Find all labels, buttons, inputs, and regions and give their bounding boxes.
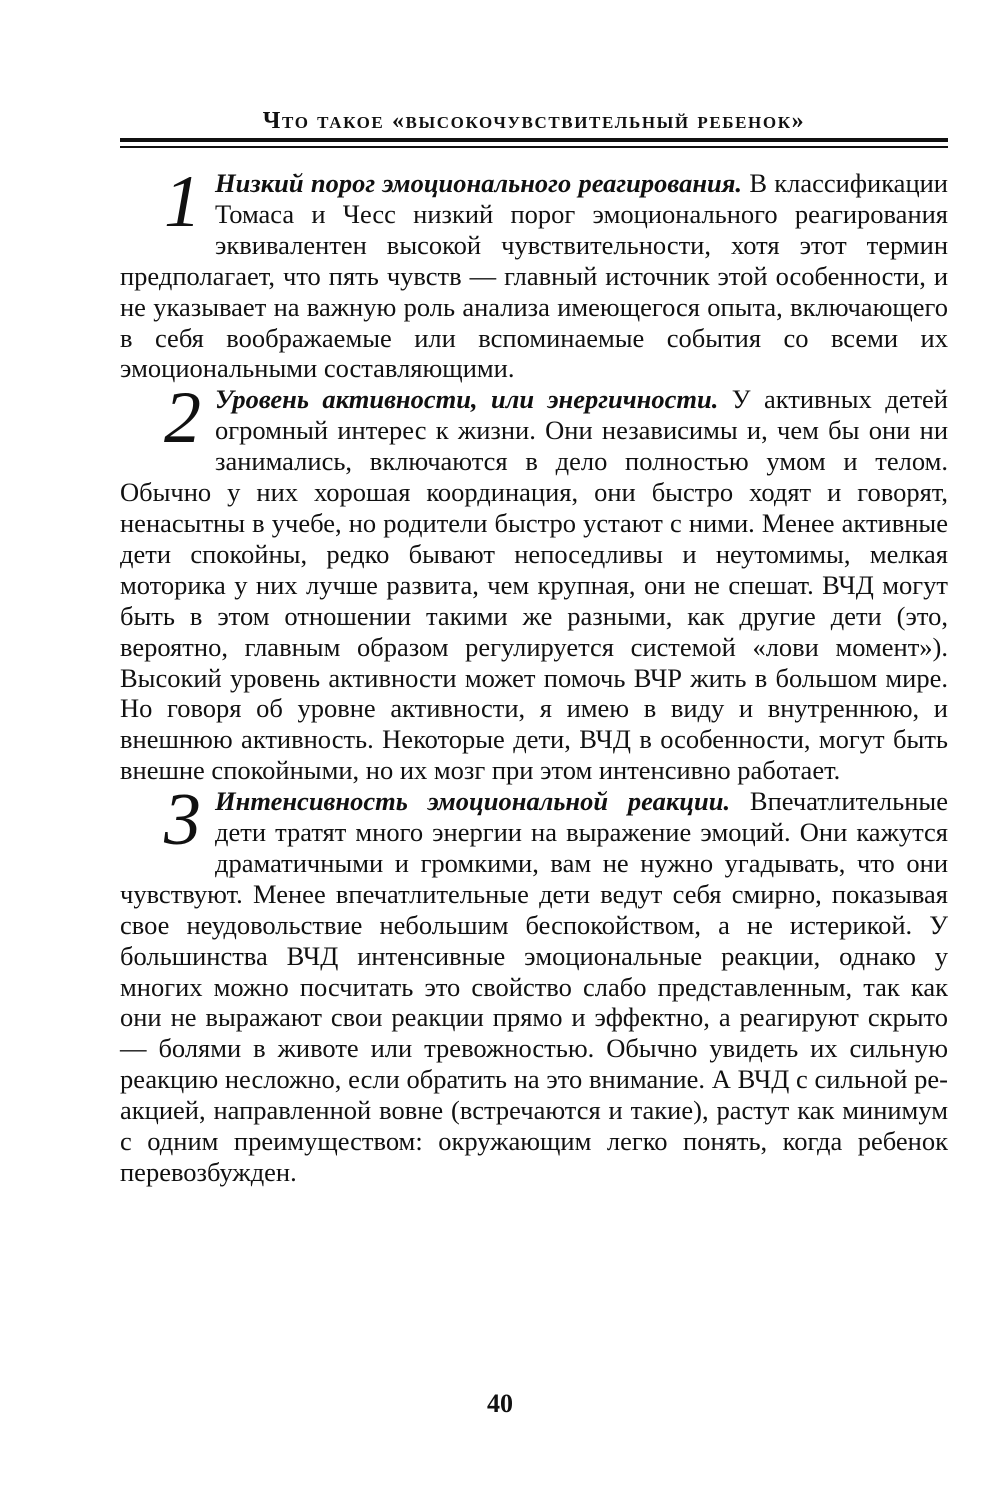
- item-1-text: В классификации Томаса и Чесс низкий порог эмоционального реагирования эквивалентен высокой чувствительности, хотя этот термин предполагает, что пять чувств — главный источник этой особенности, и не указывает на важную роль анализа имеющегося опыта, включающего в себя воображаемые или вспоминаемые события со всеми их эмоциональными составляющими.: [120, 168, 948, 384]
- item-1-paragraph: [120, 161, 948, 384]
- item-2-lead: Уровень активности, или энергичности.: [215, 384, 719, 415]
- header-rule-thin: [120, 146, 948, 148]
- page-number: 40: [487, 1389, 513, 1418]
- item-1-lead: Низкий порог эмоционального реагирования.: [215, 168, 743, 198]
- item-2-number: 2: [164, 377, 201, 460]
- item-2-text: У активных детей огромный интерес к жизни. Они независимы и, чем бы они ни занимались, включаются в дело полностью умом и телом. Обычно у них хорошая координация, они быстро ходят и говорят, ненасытны в учебе, но родители быстро устают с ними. Менее активные дети спокойны, редко бывают непоседливы и неутомимы, мелкая моторика у них лучше развита, чем крупная, они не спешат. ВЧД могут быть в этом отношении такими же разными, как другие дети (это, вероятно, главным образом регулируется системой «лови момент»). Высокий уровень активности может помочь ВЧР жить в большом мире. Но говоря об уровне активности, я имею в виду и внутреннюю, и внешнюю активность. Некоторые дети, ВЧД в особенности, могут быть внешне спокойными, но их мозг при этом интенсивно работает.: [120, 384, 948, 786]
- header-rule-thick: [120, 138, 948, 142]
- item-3-lead: Интенсивность эмоциональной реакции.: [215, 786, 731, 817]
- page-body: [120, 161, 948, 1188]
- item-1-number: 1: [164, 161, 201, 243]
- item-3-number: 3: [164, 779, 201, 862]
- item-3-text: Впечатлительные дети тратят много энергии на выражение эмоций. Они кажутся драматичными и громкими, вам не нужно угадывать, что они чувствуют. Менее впечатлительные дети ведут себя смирно, показывая свое неудовольствие небольшим беспокойством, а не истерикой. У большинства ВЧД интенсивные эмоциональные реакции, однако у многих можно посчитать это свойство слабо представленным, так как они не выражают свои реакции прямо и эффектно, а реагируют скрыто — болями в животе или тревожностью. Обычно увидеть их сильную реакцию несложно, если обратить на это внимание. А ВЧД с сильной реакцией, направленной вовне (встречаются и такие), растут как минимум с одним преимуществом: окружающим легко понять, когда ребенок перевозбужден.: [120, 786, 948, 1187]
- running-header: Что такое «высокочувствительный ребенок»: [262, 108, 806, 134]
- item-2-paragraph: [120, 377, 948, 786]
- item-3-paragraph: [120, 779, 948, 1188]
